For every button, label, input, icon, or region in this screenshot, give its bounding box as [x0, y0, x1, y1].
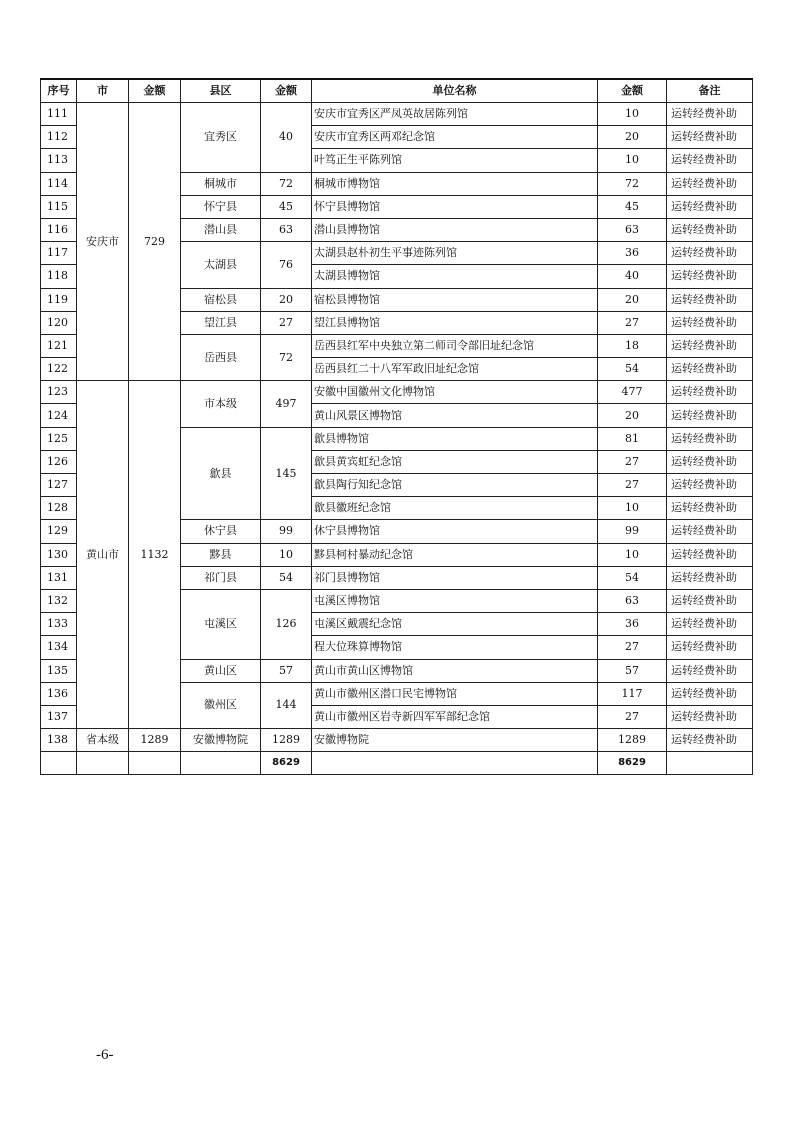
- unit-amount: 57: [598, 659, 667, 682]
- county-name: 安徽博物院: [181, 729, 261, 752]
- unit-amount: 1289: [598, 729, 667, 752]
- row-seq: 123: [41, 381, 77, 404]
- table-row: [41, 381, 753, 404]
- total-empty-city: [77, 752, 129, 775]
- header-note: 备注: [667, 79, 753, 103]
- county-amount: 76: [261, 242, 312, 288]
- county-name: 怀宁县: [181, 195, 261, 218]
- county-name: 岳西县: [181, 334, 261, 380]
- unit-name: 歙县黄宾虹纪念馆: [312, 450, 598, 473]
- county-amount: 1289: [261, 729, 312, 752]
- row-seq: 118: [41, 265, 77, 288]
- unit-amount: 27: [598, 450, 667, 473]
- header-county: 县区: [181, 79, 261, 103]
- unit-name: 黄山市徽州区潜口民宅博物馆: [312, 682, 598, 705]
- row-note: 运转经费补助: [667, 729, 753, 752]
- row-note: 运转经费补助: [667, 543, 753, 566]
- row-seq: 112: [41, 126, 77, 149]
- row-note: 运转经费补助: [667, 172, 753, 195]
- row-note: 运转经费补助: [667, 242, 753, 265]
- row-note: 运转经费补助: [667, 589, 753, 612]
- row-seq: 125: [41, 427, 77, 450]
- unit-name: 黄山市徽州区岩寺新四军军部纪念馆: [312, 705, 598, 728]
- unit-amount: 10: [598, 543, 667, 566]
- county-name: 黟县: [181, 543, 261, 566]
- unit-amount: 10: [598, 103, 667, 126]
- unit-amount: 45: [598, 195, 667, 218]
- row-seq: 129: [41, 520, 77, 543]
- row-seq: 119: [41, 288, 77, 311]
- unit-name: 岳西县红二十八军军政旧址纪念馆: [312, 358, 598, 381]
- county-amount: 57: [261, 659, 312, 682]
- unit-amount: 10: [598, 497, 667, 520]
- total-empty-note: [667, 752, 753, 775]
- row-note: 运转经费补助: [667, 404, 753, 427]
- county-name: 徽州区: [181, 682, 261, 728]
- row-seq: 138: [41, 729, 77, 752]
- unit-amount: 20: [598, 404, 667, 427]
- unit-name: 岳西县红军中央独立第二师司令部旧址纪念馆: [312, 334, 598, 357]
- unit-amount: 27: [598, 474, 667, 497]
- unit-amount: 18: [598, 334, 667, 357]
- county-name: 宿松县: [181, 288, 261, 311]
- row-seq: 115: [41, 195, 77, 218]
- unit-amount: 27: [598, 705, 667, 728]
- row-seq: 113: [41, 149, 77, 172]
- unit-amount: 54: [598, 358, 667, 381]
- header-city: 市: [77, 79, 129, 103]
- unit-name: 祁门县博物馆: [312, 566, 598, 589]
- unit-name: 怀宁县博物馆: [312, 195, 598, 218]
- county-name: 歙县: [181, 427, 261, 520]
- county-amount: 144: [261, 682, 312, 728]
- row-note: 运转经费补助: [667, 311, 753, 334]
- unit-name: 黄山市黄山区博物馆: [312, 659, 598, 682]
- row-note: 运转经费补助: [667, 195, 753, 218]
- header-county-amount: 金额: [261, 79, 312, 103]
- unit-amount: 40: [598, 265, 667, 288]
- row-note: 运转经费补助: [667, 659, 753, 682]
- unit-name: 歙县徽班纪念馆: [312, 497, 598, 520]
- row-note: 运转经费补助: [667, 358, 753, 381]
- row-seq: 126: [41, 450, 77, 473]
- unit-name: 屯溪区戴震纪念馆: [312, 613, 598, 636]
- row-note: 运转经费补助: [667, 497, 753, 520]
- row-note: 运转经费补助: [667, 265, 753, 288]
- unit-name: 望江县博物馆: [312, 311, 598, 334]
- unit-amount: 117: [598, 682, 667, 705]
- total-empty-unit: [312, 752, 598, 775]
- table-row: [41, 729, 753, 752]
- unit-amount: 10: [598, 149, 667, 172]
- city-amount: 729: [129, 103, 181, 381]
- unit-amount: 27: [598, 636, 667, 659]
- row-note: 运转经费补助: [667, 566, 753, 589]
- unit-name: 休宁县博物馆: [312, 520, 598, 543]
- unit-name: 桐城市博物馆: [312, 172, 598, 195]
- table-body: [41, 103, 753, 775]
- county-name: 宜秀区: [181, 103, 261, 173]
- county-name: 休宁县: [181, 520, 261, 543]
- unit-amount: 36: [598, 613, 667, 636]
- total-empty-seq: [41, 752, 77, 775]
- row-note: 运转经费补助: [667, 682, 753, 705]
- row-note: 运转经费补助: [667, 126, 753, 149]
- unit-name: 屯溪区博物馆: [312, 589, 598, 612]
- unit-name: 黄山风景区博物馆: [312, 404, 598, 427]
- unit-amount: 36: [598, 242, 667, 265]
- row-note: 运转经费补助: [667, 334, 753, 357]
- row-note: 运转经费补助: [667, 520, 753, 543]
- header-unit: 单位名称: [312, 79, 598, 103]
- row-note: 运转经费补助: [667, 381, 753, 404]
- page-number: -6-: [96, 1047, 114, 1063]
- city-name: 省本级: [77, 729, 129, 752]
- county-amount: 40: [261, 103, 312, 173]
- unit-amount: 72: [598, 172, 667, 195]
- unit-amount: 20: [598, 288, 667, 311]
- unit-amount: 27: [598, 311, 667, 334]
- unit-amount: 63: [598, 589, 667, 612]
- county-amount: 27: [261, 311, 312, 334]
- county-name: 祁门县: [181, 566, 261, 589]
- total-county-amount: 8629: [261, 752, 312, 775]
- city-name: 黄山市: [77, 381, 129, 729]
- total-empty-city-amount: [129, 752, 181, 775]
- county-name: 屯溪区: [181, 589, 261, 659]
- unit-name: 黟县柯村暴动纪念馆: [312, 543, 598, 566]
- header-city-amount: 金额: [129, 79, 181, 103]
- county-amount: 72: [261, 172, 312, 195]
- row-note: 运转经费补助: [667, 149, 753, 172]
- unit-name: 宿松县博物馆: [312, 288, 598, 311]
- county-name: 望江县: [181, 311, 261, 334]
- county-amount: 63: [261, 218, 312, 241]
- county-amount: 72: [261, 334, 312, 380]
- city-amount: 1132: [129, 381, 181, 729]
- row-seq: 116: [41, 218, 77, 241]
- row-seq: 130: [41, 543, 77, 566]
- row-seq: 131: [41, 566, 77, 589]
- unit-name: 程大位珠算博物馆: [312, 636, 598, 659]
- county-amount: 145: [261, 427, 312, 520]
- row-seq: 124: [41, 404, 77, 427]
- unit-amount: 54: [598, 566, 667, 589]
- funding-table: [40, 78, 753, 775]
- unit-amount: 477: [598, 381, 667, 404]
- county-amount: 45: [261, 195, 312, 218]
- table-row: [41, 103, 753, 126]
- unit-name: 安庆市宜秀区严凤英故居陈列馆: [312, 103, 598, 126]
- unit-name: 安庆市宜秀区两邓纪念馆: [312, 126, 598, 149]
- unit-name: 安徽中国徽州文化博物馆: [312, 381, 598, 404]
- unit-name: 歙县陶行知纪念馆: [312, 474, 598, 497]
- row-note: 运转经费补助: [667, 636, 753, 659]
- total-unit-amount: 8629: [598, 752, 667, 775]
- county-amount: 54: [261, 566, 312, 589]
- county-amount: 497: [261, 381, 312, 427]
- row-note: 运转经费补助: [667, 450, 753, 473]
- row-seq: 133: [41, 613, 77, 636]
- county-amount: 20: [261, 288, 312, 311]
- unit-name: 歙县博物馆: [312, 427, 598, 450]
- row-note: 运转经费补助: [667, 474, 753, 497]
- row-seq: 132: [41, 589, 77, 612]
- header-seq: 序号: [41, 79, 77, 103]
- row-seq: 114: [41, 172, 77, 195]
- county-name: 潜山县: [181, 218, 261, 241]
- unit-amount: 20: [598, 126, 667, 149]
- unit-name: 叶笃正生平陈列馆: [312, 149, 598, 172]
- county-name: 太湖县: [181, 242, 261, 288]
- row-seq: 120: [41, 311, 77, 334]
- county-amount: 126: [261, 589, 312, 659]
- county-name: 市本级: [181, 381, 261, 427]
- county-name: 黄山区: [181, 659, 261, 682]
- unit-name: 安徽博物院: [312, 729, 598, 752]
- row-seq: 127: [41, 474, 77, 497]
- county-amount: 99: [261, 520, 312, 543]
- total-empty-county: [181, 752, 261, 775]
- unit-amount: 99: [598, 520, 667, 543]
- unit-name: 太湖县博物馆: [312, 265, 598, 288]
- unit-amount: 81: [598, 427, 667, 450]
- row-note: 运转经费补助: [667, 103, 753, 126]
- row-seq: 136: [41, 682, 77, 705]
- row-seq: 122: [41, 358, 77, 381]
- row-seq: 117: [41, 242, 77, 265]
- unit-amount: 63: [598, 218, 667, 241]
- totals-row: [41, 752, 753, 775]
- row-seq: 134: [41, 636, 77, 659]
- row-note: 运转经费补助: [667, 613, 753, 636]
- row-seq: 111: [41, 103, 77, 126]
- row-note: 运转经费补助: [667, 427, 753, 450]
- city-amount: 1289: [129, 729, 181, 752]
- city-name: 安庆市: [77, 103, 129, 381]
- county-name: 桐城市: [181, 172, 261, 195]
- county-amount: 10: [261, 543, 312, 566]
- table-header-row: [41, 79, 753, 103]
- header-unit-amount: 金额: [598, 79, 667, 103]
- row-seq: 137: [41, 705, 77, 728]
- row-seq: 135: [41, 659, 77, 682]
- row-seq: 121: [41, 334, 77, 357]
- unit-name: 潜山县博物馆: [312, 218, 598, 241]
- row-note: 运转经费补助: [667, 288, 753, 311]
- row-seq: 128: [41, 497, 77, 520]
- row-note: 运转经费补助: [667, 705, 753, 728]
- unit-name: 太湖县赵朴初生平事迹陈列馆: [312, 242, 598, 265]
- row-note: 运转经费补助: [667, 218, 753, 241]
